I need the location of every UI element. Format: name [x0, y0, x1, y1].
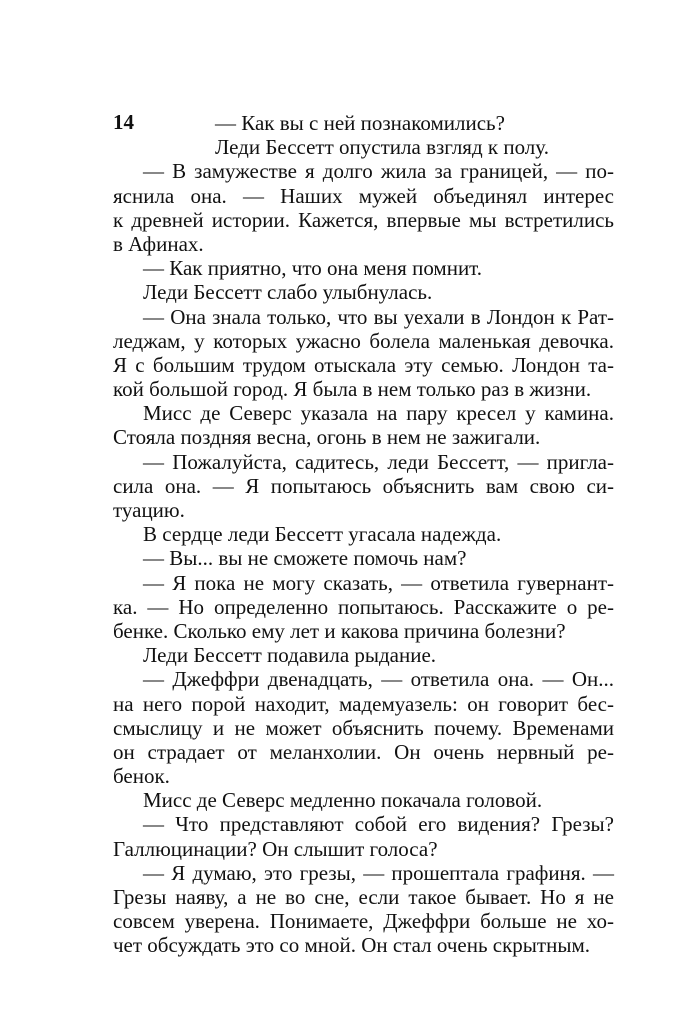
text-line: он страдает от меланхолии. Он очень нервный ре-: [113, 739, 614, 764]
text-line: Галлюцинации? Он слышит голоса?: [113, 836, 438, 861]
text-line: сила она. — Я попытаюсь объяснить вам свою си-: [113, 473, 614, 498]
text-line: леджам, у которых ужасно болела маленькая девочка.: [113, 328, 614, 353]
text-line: бенке. Сколько ему лет и какова причина болезни?: [113, 618, 566, 643]
text-line: — Я пока не могу сказать, — ответила гувернант-: [143, 570, 614, 595]
text-line: — Как вы с ней познакомились?: [215, 111, 505, 135]
text-line: ка. — Но определенно попытаюсь. Расскажите о ре-: [113, 594, 614, 619]
text-line: смыслицу и не может объяснить почему. Временами: [113, 715, 614, 740]
text-line: на него порой находит, мадемуазель: он говорит бес-: [113, 691, 614, 716]
text-line: — Вы... вы не сможете помочь нам?: [143, 546, 467, 571]
text-line: Леди Бессетт подавила рыдание.: [143, 643, 437, 668]
text-line: совсем уверена. Понимаете, Джеффри больше не хо-: [113, 909, 614, 934]
text-line: Леди Бессетт опустила взгляд к полу.: [215, 135, 549, 160]
text-line: чет обсуждать это со мной. Он стал очень скрытным.: [113, 933, 590, 958]
text-line: — Пожалуйста, садитесь, леди Бессетт, — пригла-: [143, 449, 614, 474]
text-line: туацию.: [113, 498, 185, 522]
text-line: Леди Бессетт слабо улыбнулась.: [143, 280, 433, 305]
text-line: в Афинах.: [113, 231, 204, 256]
page-number: 14: [113, 110, 134, 134]
text-line: — Как приятно, что она меня помнит.: [143, 256, 483, 281]
text-line: яснила она. — Наших мужей объединял интерес: [113, 183, 614, 208]
text-line: — Джеффри двенадцать, — ответила она. — Он...: [143, 667, 614, 692]
body-text: [113, 111, 614, 958]
text-line: Я с большим трудом отыскала эту семью. Лондон та-: [113, 352, 614, 377]
text-line: к древней истории. Кажется, впервые мы встретились: [113, 207, 614, 232]
text-line: — Она знала только, что вы уехали в Лондон к Рат-: [143, 304, 614, 329]
text-line: Стояла поздняя весна, огонь в нем не зажигали.: [113, 425, 541, 450]
text-line: Мисс де Северс указала на пару кресел у камина.: [143, 401, 614, 426]
text-line: — Я думаю, это грезы, — прошептала графиня. —: [143, 860, 614, 885]
text-line: В сердце леди Бессетт угасала надежда.: [143, 522, 502, 547]
text-line: Мисс де Северс медленно покачала головой.: [143, 788, 543, 813]
text-line: Грезы наяву, а не во сне, если такое бывает. Но я не: [113, 885, 614, 909]
text-line: — В замужестве я долго жила за границей, — по-: [143, 159, 614, 184]
text-line: кой большой город. Я была в нем только раз в жизни.: [113, 377, 592, 402]
text-line: — Что представляют собой его видения? Грезы?: [143, 812, 614, 837]
text-line: бенок.: [113, 764, 170, 789]
